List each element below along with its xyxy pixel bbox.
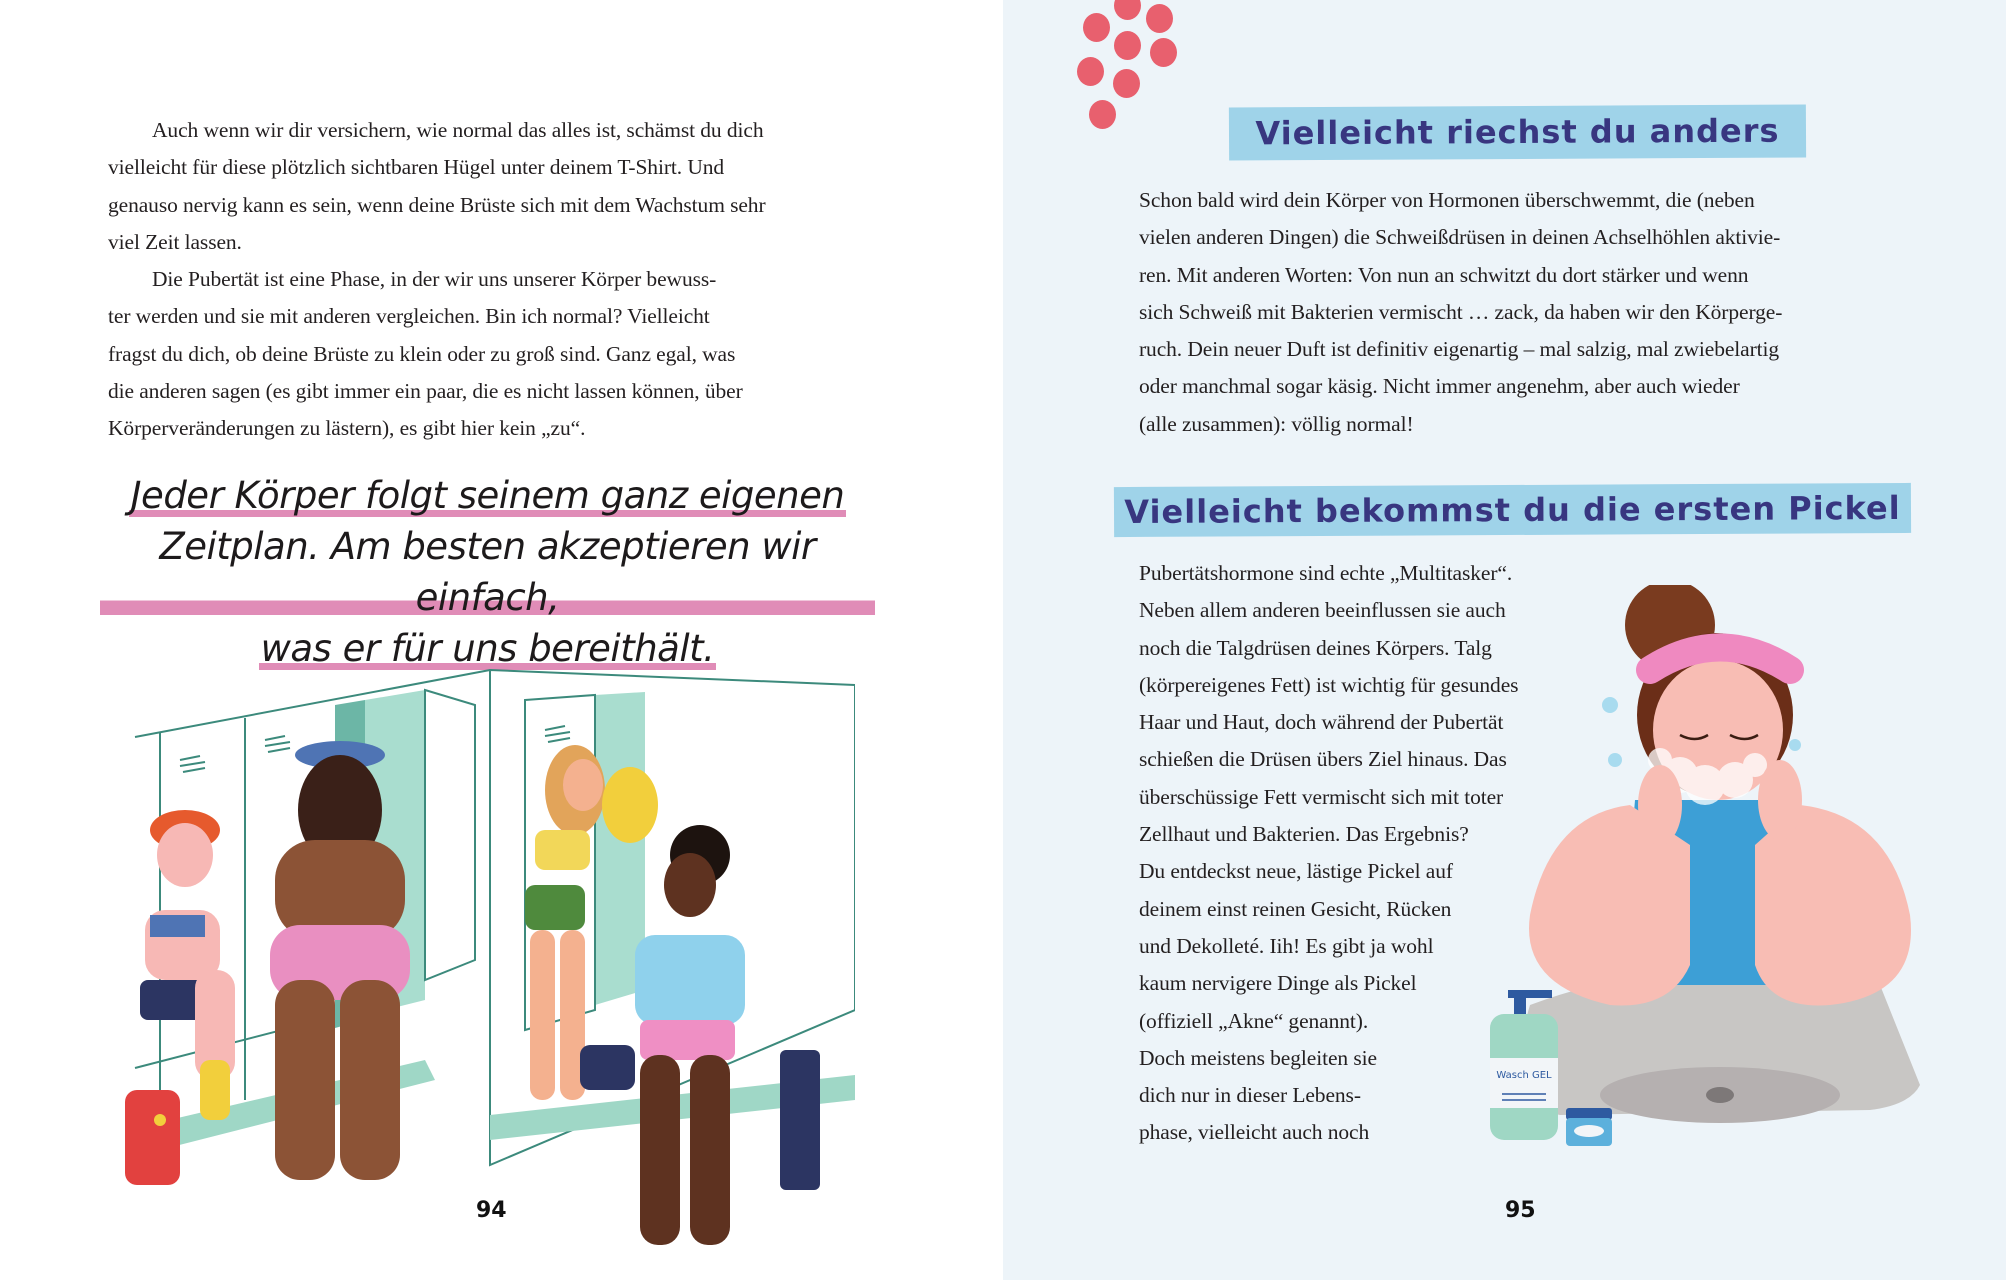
dot-decoration xyxy=(1114,31,1141,60)
text-line: schießen die Drüsen übers Ziel hinaus. Das xyxy=(1139,747,1507,772)
soap-label: Wasch GEL xyxy=(1496,1070,1552,1081)
section-heading-smell: Vielleicht riechst du anders xyxy=(1229,104,1806,160)
text-line: ruch. Dein neuer Duft ist definitiv eigenartig – mal salzig, mal zwiebelartig xyxy=(1139,337,1780,362)
text-line: sich Schweiß mit Bakterien vermischt … zack, da haben wir den Körperge- xyxy=(1139,299,1783,324)
pimples-body-text xyxy=(1139,555,1518,1152)
text-line: die anderen sagen (es gibt immer ein paar, die es nicht lassen können, über xyxy=(108,379,743,404)
text-line: ter werden und sie mit anderen vergleichen. Bin ich normal? Vielleicht xyxy=(108,304,710,329)
quote-line: Zeitplan. Am besten akzeptieren wir einfach, xyxy=(100,521,875,623)
dot-decoration xyxy=(1146,4,1173,33)
page-number-left: 94 xyxy=(476,1198,507,1223)
text-line: ren. Mit anderen Worten: Von nun an schwitzt du dort stärker und wenn xyxy=(1139,262,1749,287)
dot-decoration xyxy=(1077,57,1104,86)
dot-decoration xyxy=(1113,69,1140,98)
text-line: Körperveränderungen zu lästern), es gibt hier kein „zu“. xyxy=(108,416,586,441)
text-line: (körpereigenes Fett) ist wichtig für gesundes xyxy=(1139,672,1519,697)
text-line: überschüssige Fett vermischt sich mit toter xyxy=(1139,784,1504,809)
section-heading-pimples: Vielleicht bekommst du die ersten Pickel xyxy=(1114,483,1911,537)
text-line: phase, vielleicht auch noch xyxy=(1139,1120,1370,1145)
dot-decoration xyxy=(1083,13,1110,42)
text-line: deinem einst reinen Gesicht, Rücken xyxy=(1139,896,1452,921)
pull-quote xyxy=(100,470,875,674)
text-line: fragst du dich, ob deine Brüste zu klein oder zu groß sind. Ganz egal, was xyxy=(108,341,736,366)
text-line: (offiziell „Akne“ genannt). xyxy=(1139,1008,1369,1033)
quote-line: was er für uns bereithält. xyxy=(259,623,717,674)
text-line: (alle zusammen): völlig normal! xyxy=(1139,411,1414,436)
text-line: kaum nervigere Dinge als Pickel xyxy=(1139,971,1417,996)
text-line: dich nur in dieser Lebens- xyxy=(1139,1083,1361,1108)
dot-decoration xyxy=(1150,38,1177,67)
text-line: vielen anderen Dingen) die Schweißdrüsen in deinen Achselhöhlen aktivie- xyxy=(1139,225,1781,250)
locker-room-illustration xyxy=(125,660,855,1260)
text-line: noch die Talgdrüsen deines Körpers. Talg xyxy=(1139,635,1492,660)
text-line: Pubertätshormone sind echte „Multitasker“. xyxy=(1139,561,1513,585)
text-line: genauso nervig kann es sein, wenn deine Brüste sich mit dem Wachstum sehr xyxy=(108,192,766,217)
quote-line: Jeder Körper folgt seinem ganz eigenen xyxy=(129,470,847,521)
text-line: oder manchmal sogar käsig. Nicht immer angenehm, aber auch wieder xyxy=(1139,374,1740,399)
page-number-right: 95 xyxy=(1505,1198,1536,1223)
text-line: Schon bald wird dein Körper von Hormonen überschwemmt, die (neben xyxy=(1139,188,1755,212)
left-body-text xyxy=(108,112,766,448)
text-line: Die Pubertät ist eine Phase, in der wir uns unserer Körper bewuss- xyxy=(152,267,717,292)
smell-body-text xyxy=(1139,182,1782,443)
text-line: Zellhaut und Bakterien. Das Ergebnis? xyxy=(1139,822,1469,847)
dot-decoration xyxy=(1089,100,1116,129)
text-line: Haar und Haut, doch während der Pubertät xyxy=(1139,710,1504,735)
soap-bottle-illustration xyxy=(1488,990,1628,1150)
text-line: Neben allem anderen beeinflussen sie auch xyxy=(1139,598,1506,623)
dot-decoration xyxy=(1114,0,1141,20)
text-line: viel Zeit lassen. xyxy=(108,229,242,254)
text-line: Du entdeckst neue, lästige Pickel auf xyxy=(1139,859,1453,884)
text-line: und Dekolleté. Iih! Es gibt ja wohl xyxy=(1139,933,1434,958)
text-line: Doch meistens begleiten sie xyxy=(1139,1045,1377,1070)
text-line: vielleicht für diese plötzlich sichtbaren Hügel unter deinem T-Shirt. Und xyxy=(108,155,725,180)
text-line: Auch wenn wir dir versichern, wie normal das alles ist, schämst du dich xyxy=(152,118,764,142)
right-page xyxy=(1003,0,2006,1280)
